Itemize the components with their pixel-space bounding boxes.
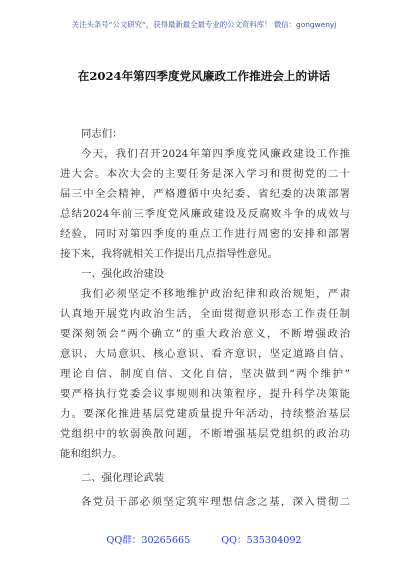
paragraph-line: 各党员干部必须坚定筑牢理想信念之基，深入贯彻二 bbox=[81, 496, 350, 508]
header-promo-note: 关注头条号“公文研究”，获得最新最全最专业的公文资料库！ 微信：gongwenyj bbox=[71, 20, 337, 29]
paragraph-line: 经验，同时对第四季度的重点工作进行周密的安排和部署 bbox=[60, 228, 350, 240]
paragraph-line: 总结2024年前三季度党风廉政建设及反腐败斗争的成效与 bbox=[60, 208, 350, 220]
paragraph-line: 我们必须坚定不移地维护政治纪律和政治规矩，严肃 bbox=[81, 288, 350, 300]
paragraph-line: 进大会。本次大会的主要任务是深入学习和贯彻党的二十 bbox=[60, 168, 350, 180]
salutation: 同志们： bbox=[81, 128, 123, 140]
paragraph-line: 力。要深化推进基层党建质量提升年活动，持续整治基层 bbox=[60, 408, 350, 420]
footer-contact bbox=[0, 532, 408, 546]
section-heading-2: 二、强化理论武装 bbox=[81, 472, 165, 484]
paragraph-line: 今天，我们召开2024年第四季度党风廉政建设工作推 bbox=[81, 148, 350, 160]
paragraph-line: 理论自信、制度自信、文化自信，坚决做到“两个维护” bbox=[60, 368, 350, 380]
document-title: 在2024年第四季度党风廉政工作推进会上的讲话 bbox=[77, 69, 331, 83]
paragraph-line: 能和组织力。 bbox=[60, 448, 123, 460]
section-heading-1: 一、强化政治建设 bbox=[81, 268, 165, 280]
footer-qq-group: QQ群：30265665 bbox=[106, 535, 191, 546]
paragraph-line: 届三中全会精神，严格遵循中央纪委、省纪委的决策部署 bbox=[60, 188, 350, 200]
document-body bbox=[60, 124, 350, 512]
paragraph-line: 意识、大局意识、核心意识、看齐意识，坚定道路自信、 bbox=[60, 348, 350, 360]
paragraph-line: 要严格执行党委会议事规则和决策程序，提升科学决策能 bbox=[60, 388, 350, 400]
paragraph-line: 接下来，我将就相关工作提出几点指导性意见。 bbox=[60, 248, 279, 260]
paragraph-line: 要深刻领会“两个确立”的重大政治意义，不断增强政治 bbox=[60, 328, 350, 340]
paragraph-line: 认真地开展党内政治生活，全面贯彻意识形态工作责任制 bbox=[60, 308, 350, 320]
footer-qq: QQ：535304092 bbox=[221, 535, 302, 546]
paragraph-line: 党组织中的软弱涣散问题，不断增强基层党组织的政治功 bbox=[60, 428, 350, 440]
